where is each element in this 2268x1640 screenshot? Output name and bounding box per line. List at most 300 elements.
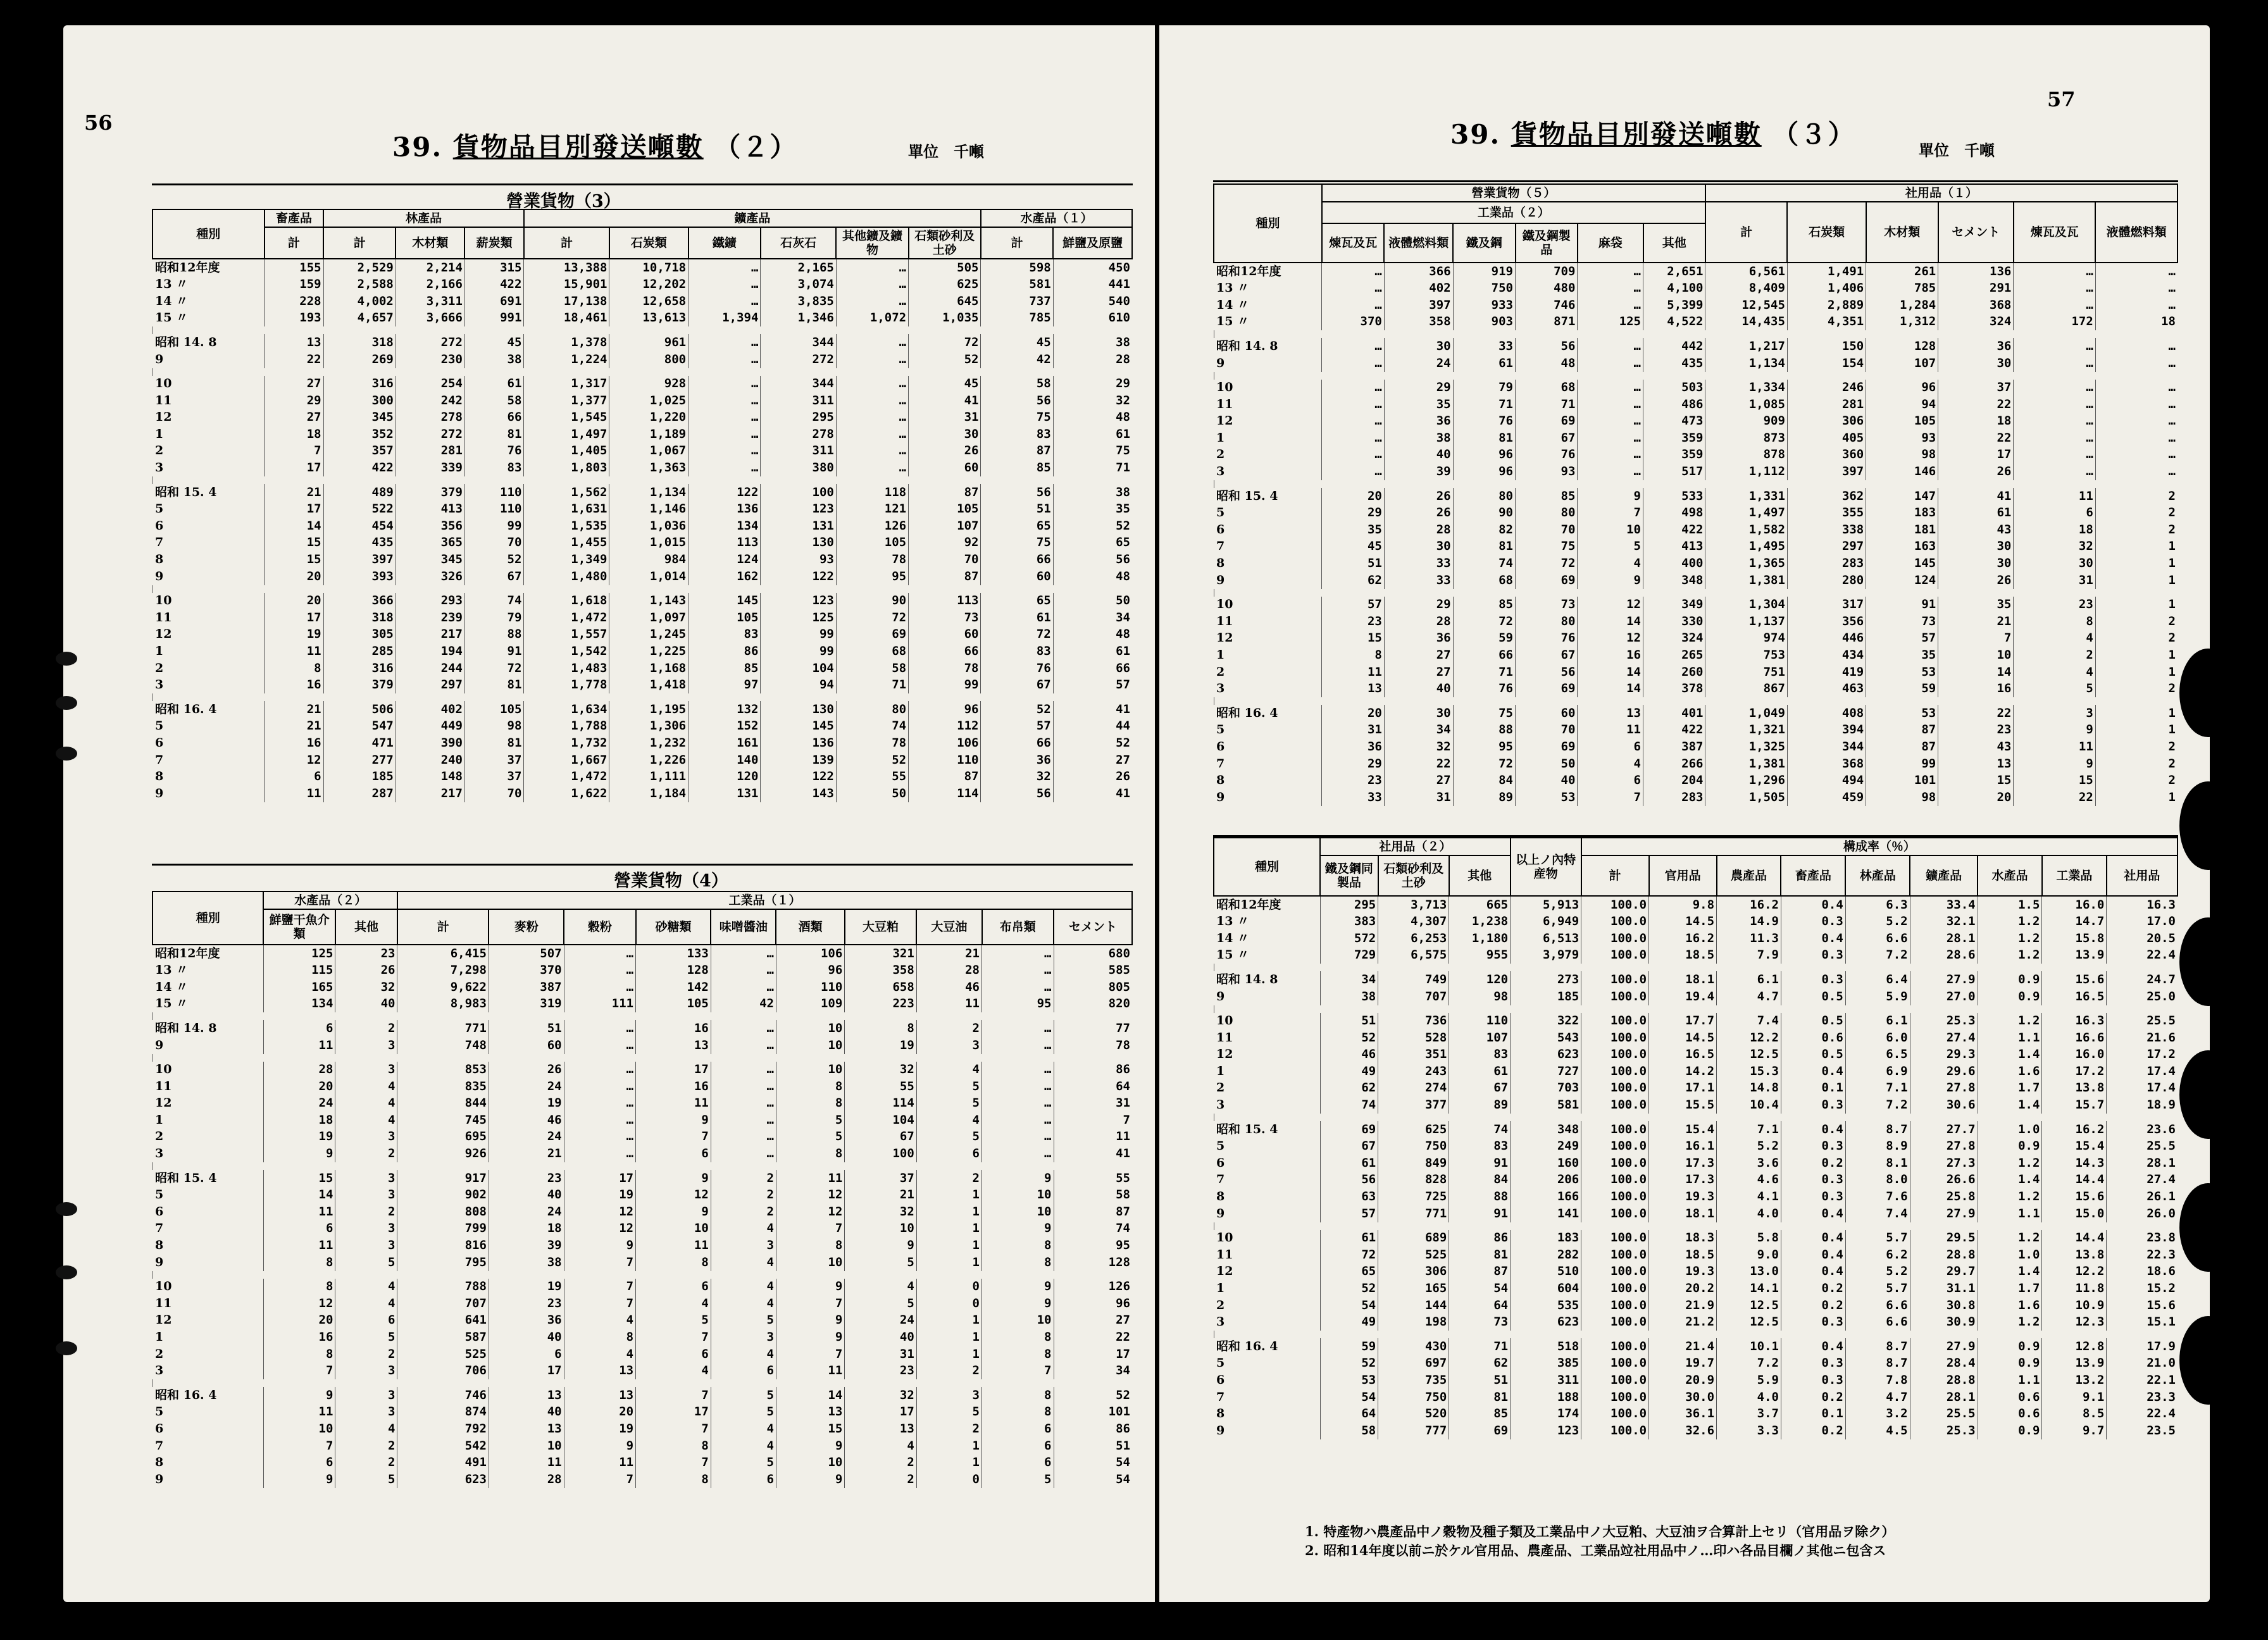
table-row: [153, 752, 1132, 769]
table-cell: 141: [1511, 1205, 1581, 1222]
column-header: 麥粉: [489, 909, 564, 945]
table-cell: 16: [636, 1020, 711, 1037]
table-cell: 1,180: [1449, 930, 1511, 947]
table-cell: 871: [1516, 314, 1578, 331]
table-row: [153, 1279, 1132, 1296]
table-cell: 1,331: [1705, 488, 1787, 505]
table-cell: 73: [1449, 1314, 1511, 1331]
table-cell: 24.7: [2107, 971, 2178, 988]
row-label: 昭和 15. 4: [155, 485, 217, 499]
row-label: 7: [155, 1221, 164, 1236]
table-cell: 18,461: [524, 310, 609, 327]
table-cell: 74: [1054, 1221, 1132, 1238]
table-cell: 36: [489, 1312, 564, 1329]
table-cell: 0.9: [1978, 988, 2042, 1005]
table-cell: 12: [1578, 597, 1643, 614]
row-label: 2: [1216, 1298, 1225, 1312]
table-cell: 31: [1054, 1095, 1132, 1112]
table-cell: 1: [2095, 789, 2178, 806]
table-cell: 100.0: [1581, 1406, 1649, 1423]
table-cell: 3,979: [1511, 947, 1581, 964]
table-row: [153, 1471, 1132, 1488]
row-label: 13 〃: [155, 277, 189, 292]
table-cell: 366: [1384, 263, 1453, 280]
table-cell: 1,667: [524, 752, 609, 769]
table-cell: 1.1: [1978, 1372, 2042, 1389]
table-cell: 19: [489, 1279, 564, 1296]
table-cell: 61: [1453, 355, 1515, 372]
table-cell: 7: [982, 1363, 1054, 1380]
table-cell: 390: [396, 735, 464, 752]
table-cell: 2: [2095, 738, 2178, 755]
table-cell: 1,535: [524, 518, 609, 535]
spacer-cell: [1214, 1222, 1320, 1230]
table-row: [153, 1187, 1132, 1204]
table-cell: 1.6: [1978, 1297, 2042, 1314]
table-cell: …: [711, 962, 776, 979]
table-cell: 4: [711, 1346, 776, 1363]
table-cell: 100.0: [1581, 1422, 1649, 1439]
table-cell: 8: [564, 1329, 636, 1346]
row-spacer: [153, 476, 1132, 484]
table-cell: 17.1: [1649, 1080, 1717, 1097]
table-cell: …: [1322, 413, 1384, 430]
table-row: [153, 785, 1132, 802]
table-cell: 21: [265, 484, 323, 501]
table-row: [1214, 556, 2178, 573]
table-cell: 6.0: [1845, 1029, 1910, 1047]
table-cell: 26.1: [2107, 1189, 2178, 1206]
table-cell: 13: [564, 1387, 636, 1404]
table-cell: 16: [265, 677, 323, 694]
table-cell: 86: [1449, 1230, 1511, 1247]
table-cell: 28: [489, 1471, 564, 1488]
table-cell: 90: [1453, 505, 1515, 522]
table-cell: 1.1: [1978, 1205, 2042, 1222]
table-cell: 799: [397, 1221, 489, 1238]
table-cell: 56: [981, 392, 1053, 409]
table-cell: 6: [636, 1279, 711, 1296]
footnote-2: 2. 昭和14年度以前ニ於ケル官用品、農產品、工業品竝社用品中ノ…印ハ各品目欄ノ其他ニ包含ス: [1305, 1543, 1886, 1558]
table-cell: 6: [263, 1455, 335, 1472]
row-label: 7: [1216, 1389, 1225, 1404]
table-cell: 1.2: [1978, 1230, 2042, 1247]
table-cell: 104: [761, 660, 836, 677]
table-cell: 0.4: [1781, 1264, 1845, 1281]
table-cell: 311: [1511, 1372, 1581, 1389]
table-cell: 10: [982, 1187, 1054, 1204]
table-cell: 1,505: [1705, 789, 1787, 806]
table-cell: 695: [397, 1129, 489, 1146]
table-cell: 22: [1384, 755, 1453, 773]
table-cell: 85: [1453, 597, 1515, 614]
table-cell: 188: [1511, 1389, 1581, 1406]
row-label: 9: [155, 352, 164, 366]
column-header: 農產品: [1717, 855, 1781, 896]
table-cell: 459: [1787, 789, 1866, 806]
table-cell: 53: [1866, 705, 1938, 722]
table-cell: 3.3: [1717, 1422, 1781, 1439]
table-cell: 52: [1053, 518, 1132, 535]
table-cell: 0.3: [1781, 1189, 1845, 1206]
table-cell: 4: [564, 1346, 636, 1363]
table-cell: 0.3: [1781, 1314, 1845, 1331]
row-label: 15 〃: [155, 311, 189, 325]
table-cell: 370: [1322, 314, 1384, 331]
table-cell: 17.3: [1649, 1172, 1717, 1189]
table-cell: …: [1322, 447, 1384, 464]
row-label: 9: [155, 1038, 164, 1052]
table-cell: …: [1322, 430, 1384, 447]
table-cell: 25.8: [1910, 1189, 1978, 1206]
table-cell: 11: [916, 996, 981, 1013]
table-cell: 15.7: [2042, 1097, 2107, 1114]
table-cell: 69: [836, 626, 908, 643]
table-cell: …: [688, 443, 761, 460]
table-cell: 87: [1866, 738, 1938, 755]
table-cell: 32: [1384, 738, 1453, 755]
table-cell: 11: [489, 1455, 564, 1472]
table-cell: 12.3: [2042, 1314, 2107, 1331]
column-header: 構成率（％）: [1581, 838, 2178, 855]
row-label: 昭和 15. 4: [1216, 1122, 1278, 1136]
table-cell: 100.0: [1581, 1246, 1649, 1264]
table-cell: 20.5: [2107, 930, 2178, 947]
table-cell: 25.5: [2107, 1138, 2178, 1155]
table-cell: 115: [263, 962, 335, 979]
table-row: [1214, 914, 2178, 931]
table-cell: 65: [1053, 535, 1132, 552]
table-row: [153, 609, 1132, 626]
table-cell: 23: [489, 1170, 564, 1187]
row-label: 6: [155, 1421, 164, 1436]
table-row: [1214, 1406, 2178, 1423]
table-cell: 1,365: [1705, 556, 1787, 573]
table-cell: …: [836, 376, 908, 393]
row-label: 昭和 16. 4: [155, 1388, 217, 1402]
table-cell: 30: [1384, 705, 1453, 722]
table-cell: 15: [265, 535, 323, 552]
table-cell: 1: [916, 1203, 981, 1221]
table-cell: 80: [1516, 613, 1578, 630]
page-title: [392, 127, 797, 165]
row-label: 12: [155, 627, 172, 642]
table-cell: 13: [265, 334, 323, 351]
table-cell: 105: [1866, 413, 1938, 430]
table-cell: 6.9: [1845, 1063, 1910, 1080]
table-cell: 5: [711, 1455, 776, 1472]
table-cell: 746: [1516, 297, 1578, 314]
table-cell: 0.3: [1781, 914, 1845, 931]
table-cell: 37: [464, 752, 524, 769]
table-cell: 285: [323, 643, 396, 660]
row-label: 6: [155, 518, 164, 533]
table-cell: 131: [761, 518, 836, 535]
row-label: 昭和 16. 4: [1216, 1339, 1278, 1353]
table-cell: 1,111: [609, 769, 688, 786]
table-cell: 17: [564, 1170, 636, 1187]
table-cell: 9,622: [397, 979, 489, 996]
table-cell: 71: [1453, 664, 1515, 681]
table-cell: 70: [464, 535, 524, 552]
table-cell: 491: [397, 1455, 489, 1472]
table-cell: 40: [1516, 773, 1578, 790]
table-cell: 110: [1449, 1013, 1511, 1030]
table-cell: 928: [609, 376, 688, 393]
table-cell: 143: [761, 785, 836, 802]
table-cell: 16.2: [2042, 1121, 2107, 1138]
table-cell: …: [564, 1112, 636, 1129]
table-cell: 100.0: [1581, 1389, 1649, 1406]
table-cell: 13: [636, 1037, 711, 1054]
table-cell: 7: [1578, 505, 1643, 522]
table-cell: 909: [1705, 413, 1787, 430]
table-cell: 17: [1054, 1346, 1132, 1363]
table-cell: 518: [1511, 1338, 1581, 1355]
table-cell: 106: [909, 735, 981, 752]
table-cell: 9: [982, 1295, 1054, 1312]
table-cell: 70: [1516, 722, 1578, 739]
table-cell: 6,561: [1705, 263, 1787, 280]
table-cell: 844: [397, 1095, 489, 1112]
table-cell: 1.2: [1978, 914, 2042, 931]
table-cell: 17.2: [2107, 1047, 2178, 1064]
table-cell: 0: [916, 1279, 981, 1296]
table-cell: 1.0: [1978, 1246, 2042, 1264]
table-cell: 67: [1516, 647, 1578, 664]
table-cell: 38: [1053, 334, 1132, 351]
table-cell: 6: [489, 1346, 564, 1363]
table-cell: 1,491: [1787, 263, 1866, 280]
table-cell: 57: [1322, 597, 1384, 614]
table-cell: 206: [1511, 1172, 1581, 1189]
table-cell: 18.1: [1649, 1205, 1717, 1222]
row-label: 5: [155, 719, 164, 733]
table-cell: …: [1578, 447, 1643, 464]
row-label: 6: [155, 1204, 164, 1219]
row-label: 1: [155, 1330, 164, 1345]
column-header: 石灰石: [761, 227, 836, 259]
column-header: 營業貨物（５）: [1322, 184, 1705, 202]
spacer-cell: [1214, 1331, 1320, 1338]
table-cell: 23: [1322, 773, 1384, 790]
table-cell: 66: [981, 735, 1053, 752]
table-row: [153, 443, 1132, 460]
table-cell: …: [2014, 280, 2095, 297]
table-cell: 5: [711, 1387, 776, 1404]
table-cell: 795: [397, 1254, 489, 1271]
table-cell: 2,529: [323, 259, 396, 276]
table-cell: 2: [845, 1455, 917, 1472]
table-cell: 20: [263, 1312, 335, 1329]
table-cell: 96: [1453, 447, 1515, 464]
table-cell: 3: [335, 1363, 397, 1380]
table-cell: 8: [776, 1095, 844, 1112]
table-cell: 61: [1320, 1155, 1378, 1172]
table-cell: 0.4: [1781, 896, 1845, 914]
row-spacer: [1214, 480, 2178, 488]
table-cell: 691: [464, 293, 524, 310]
table-cell: 10.1: [1717, 1338, 1781, 1355]
table-cell: …: [2095, 413, 2178, 430]
table-cell: 13: [489, 1420, 564, 1438]
column-header: 工業品（１）: [397, 891, 1132, 909]
row-label: 14 〃: [155, 294, 189, 308]
table-cell: 1,788: [524, 718, 609, 735]
row-label: 13 〃: [1216, 281, 1250, 295]
table-cell: 87: [981, 443, 1053, 460]
table-cell: 9.8: [1649, 896, 1717, 914]
table-cell: 6: [265, 769, 323, 786]
table-cell: 585: [1054, 962, 1132, 979]
table-cell: 3,666: [396, 310, 464, 327]
table-cell: 750: [1378, 1389, 1449, 1406]
table-cell: 4: [711, 1438, 776, 1455]
table-row: [153, 351, 1132, 368]
table-cell: 123: [761, 593, 836, 610]
table-row: [153, 718, 1132, 735]
table-cell: 82: [1453, 521, 1515, 538]
table-cell: 2: [711, 1187, 776, 1204]
table-cell: 581: [1511, 1097, 1581, 1114]
column-header: セメント: [1054, 909, 1132, 945]
table-cell: 351: [1378, 1047, 1449, 1064]
table-cell: 100.0: [1581, 1029, 1649, 1047]
table-cell: …: [2095, 396, 2178, 413]
table-cell: 20: [263, 1078, 335, 1095]
table-row: [1214, 1080, 2178, 1097]
table-cell: 98: [1866, 447, 1938, 464]
table-cell: 69: [1320, 1121, 1378, 1138]
table-row: [1214, 1138, 2178, 1155]
table-cell: …: [982, 1112, 1054, 1129]
table-cell: …: [1322, 297, 1384, 314]
table-cell: 61: [1449, 1063, 1511, 1080]
table-cell: 316: [323, 376, 396, 393]
table-cell: 17: [845, 1404, 917, 1421]
table-cell: 28: [1384, 521, 1453, 538]
table-cell: …: [2014, 447, 2095, 464]
row-label: 5: [1216, 506, 1225, 520]
table-cell: 51: [489, 1020, 564, 1037]
spacer-cell: [1214, 1114, 1320, 1121]
table-cell: 122: [761, 769, 836, 786]
table-row: [1214, 947, 2178, 964]
table-cell: 52: [1320, 1355, 1378, 1372]
table-row: [153, 1404, 1132, 1421]
table-cell: 17.4: [2107, 1063, 2178, 1080]
table-cell: 6.6: [1845, 1297, 1910, 1314]
table-cell: 83: [688, 626, 761, 643]
table-cell: 1,312: [1866, 314, 1938, 331]
page-title: [1450, 114, 1855, 152]
table-row: [1214, 1121, 2178, 1138]
table-cell: 15: [1938, 773, 2014, 790]
table-cell: 1,778: [524, 677, 609, 694]
table-cell: 37: [845, 1170, 917, 1187]
title-part: （３）: [1772, 119, 1856, 150]
table-cell: 3: [335, 1221, 397, 1238]
row-label: 8: [155, 1238, 164, 1253]
table-cell: 18.3: [1649, 1230, 1717, 1247]
table-cell: 27: [265, 376, 323, 393]
table-cell: 1,497: [524, 426, 609, 443]
table-cell: 87: [1054, 1203, 1132, 1221]
row-spacer: [1214, 1222, 2178, 1230]
row-label: 9: [1216, 573, 1225, 587]
table-cell: 4.5: [1845, 1422, 1910, 1439]
row-label: 1: [155, 426, 164, 441]
column-header: 林產品: [1845, 855, 1910, 896]
table-cell: 60: [981, 568, 1053, 585]
table-cell: 1,455: [524, 535, 609, 552]
table-cell: 32: [845, 1062, 917, 1079]
table-cell: 10: [776, 1037, 844, 1054]
table-cell: 94: [761, 677, 836, 694]
table-cell: 9: [982, 1170, 1054, 1187]
table-cell: 78: [836, 735, 908, 752]
table-cell: 480: [1516, 280, 1578, 297]
table-cell: 96: [1453, 464, 1515, 481]
table-cell: 50: [836, 785, 908, 802]
table-cell: 60: [489, 1037, 564, 1054]
table-cell: 194: [396, 643, 464, 660]
table-cell: 4: [711, 1279, 776, 1296]
table-cell: 26: [489, 1062, 564, 1079]
table-cell: 277: [323, 752, 396, 769]
table-cell: 7.4: [1717, 1013, 1781, 1030]
table-cell: …: [711, 1095, 776, 1112]
table-cell: 7: [564, 1279, 636, 1296]
table-cell: 405: [1787, 430, 1866, 447]
row-label: 7: [155, 752, 164, 767]
row-label: 2: [155, 1346, 164, 1361]
table-cell: 166: [1511, 1189, 1581, 1206]
table-cell: …: [982, 1037, 1054, 1054]
row-spacer: [1214, 697, 2178, 705]
table-cell: 402: [1384, 280, 1453, 297]
table-cell: 64: [1054, 1078, 1132, 1095]
table-cell: 28: [1053, 351, 1132, 368]
table-cell: 15.4: [1649, 1121, 1717, 1138]
table-cell: 344: [761, 376, 836, 393]
table-cell: 422: [1643, 521, 1705, 538]
table-cell: …: [836, 426, 908, 443]
table-cell: 1,394: [688, 310, 761, 327]
column-header: 計: [265, 227, 323, 259]
table-cell: …: [982, 962, 1054, 979]
table-cell: 27: [1384, 773, 1453, 790]
table-cell: 124: [1866, 572, 1938, 589]
table-cell: 25.3: [1910, 1422, 1978, 1439]
column-header: 種別: [153, 209, 265, 259]
row-label: 1: [1216, 648, 1225, 662]
table-cell: 402: [396, 701, 464, 718]
table-cell: 283: [1787, 556, 1866, 573]
table-cell: 16.3: [2042, 1013, 2107, 1030]
table-cell: 297: [1787, 538, 1866, 556]
table-cell: 11: [776, 1363, 844, 1380]
table-cell: 1,405: [524, 443, 609, 460]
table-cell: 434: [1787, 647, 1866, 664]
table-cell: 8: [263, 1254, 335, 1271]
table-cell: 6,253: [1378, 930, 1449, 947]
table-cell: 72: [909, 334, 981, 351]
row-label: 9: [155, 786, 164, 800]
table-cell: 13: [845, 1420, 917, 1438]
table-cell: 165: [1378, 1280, 1449, 1297]
table-cell: 14.5: [1649, 914, 1717, 931]
